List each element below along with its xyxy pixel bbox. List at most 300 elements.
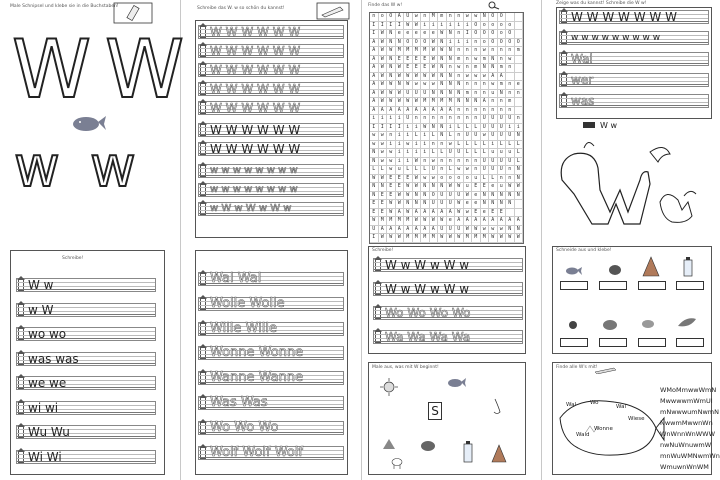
grid-cell[interactable]: e xyxy=(421,30,430,39)
grid-cell[interactable]: L xyxy=(515,149,524,158)
grid-cell[interactable]: M xyxy=(472,234,481,243)
grid-cell[interactable]: A xyxy=(455,217,464,226)
grid-cell[interactable]: i xyxy=(489,141,498,150)
grid-cell[interactable]: U xyxy=(506,132,515,141)
grid-cell[interactable]: e xyxy=(472,200,481,209)
grid-cell[interactable]: o xyxy=(498,30,507,39)
grid-cell[interactable]: n xyxy=(472,39,481,48)
grid-cell[interactable]: n xyxy=(464,158,473,167)
grid-cell[interactable]: N xyxy=(370,149,379,158)
grid-cell[interactable]: n xyxy=(481,107,490,116)
grid-cell[interactable]: N xyxy=(379,183,388,192)
grid-cell[interactable]: E xyxy=(379,192,388,201)
grid-cell[interactable]: w xyxy=(421,175,430,184)
grid-cell[interactable]: A xyxy=(481,98,490,107)
grid-cell[interactable]: W xyxy=(515,183,524,192)
grid-cell[interactable]: n xyxy=(506,90,515,99)
grid-cell[interactable]: u xyxy=(464,183,473,192)
grid-cell[interactable]: A xyxy=(404,107,413,116)
grid-cell[interactable]: A xyxy=(370,73,379,82)
grid-cell[interactable]: i xyxy=(413,141,422,150)
grid-cell[interactable]: A xyxy=(498,217,507,226)
grid-cell[interactable]: W xyxy=(413,22,422,31)
grid-cell[interactable]: o xyxy=(489,22,498,31)
grid-cell[interactable]: o xyxy=(379,13,388,22)
grid-cell[interactable] xyxy=(515,64,524,73)
grid-cell[interactable]: N xyxy=(481,192,490,201)
grid-cell[interactable]: W xyxy=(455,209,464,218)
grid-cell[interactable]: n xyxy=(430,141,439,150)
grid-cell[interactable]: E xyxy=(379,200,388,209)
writing-row[interactable] xyxy=(559,31,709,45)
grid-cell[interactable]: N xyxy=(498,192,507,201)
writing-row[interactable] xyxy=(198,446,344,460)
writing-row[interactable] xyxy=(198,371,344,385)
grid-cell[interactable]: w xyxy=(489,81,498,90)
grid-cell[interactable]: m xyxy=(506,98,515,107)
grid-cell[interactable]: e xyxy=(489,183,498,192)
grid-cell[interactable]: E xyxy=(413,56,422,65)
grid-cell[interactable]: W xyxy=(387,234,396,243)
writing-row[interactable] xyxy=(198,25,344,39)
grid-cell[interactable]: I xyxy=(396,124,405,133)
grid-cell[interactable]: L xyxy=(464,124,473,133)
grid-cell[interactable]: o xyxy=(455,175,464,184)
grid-cell[interactable]: m xyxy=(464,90,473,99)
answer-box[interactable] xyxy=(560,338,588,347)
grid-cell[interactable]: W xyxy=(387,90,396,99)
grid-cell[interactable]: U xyxy=(489,124,498,133)
grid-cell[interactable]: L xyxy=(472,141,481,150)
grid-cell[interactable] xyxy=(506,73,515,82)
grid-cell[interactable]: A xyxy=(370,90,379,99)
grid-cell[interactable]: i xyxy=(396,149,405,158)
grid-cell[interactable]: N xyxy=(506,192,515,201)
grid-cell[interactable]: L xyxy=(481,175,490,184)
grid-cell[interactable]: L xyxy=(430,132,439,141)
grid-cell[interactable]: U xyxy=(464,132,473,141)
grid-cell[interactable]: o xyxy=(481,39,490,48)
grid-cell[interactable]: u xyxy=(396,166,405,175)
grid-cell[interactable]: A xyxy=(379,226,388,235)
writing-row[interactable] xyxy=(198,421,344,435)
grid-cell[interactable]: i xyxy=(404,124,413,133)
grid-cell[interactable]: A xyxy=(481,217,490,226)
grid-cell[interactable]: M xyxy=(421,47,430,56)
grid-cell[interactable]: N xyxy=(387,73,396,82)
grid-cell[interactable]: O xyxy=(489,30,498,39)
grid-cell[interactable]: n xyxy=(472,47,481,56)
grid-cell[interactable]: W xyxy=(413,73,422,82)
grid-cell[interactable]: U xyxy=(370,226,379,235)
grid-cell[interactable]: n xyxy=(455,13,464,22)
writing-row[interactable] xyxy=(373,258,523,272)
grid-cell[interactable]: U xyxy=(506,115,515,124)
grid-cell[interactable]: w xyxy=(455,166,464,175)
grid-cell[interactable]: n xyxy=(506,47,515,56)
grid-cell[interactable]: L xyxy=(413,132,422,141)
grid-cell[interactable]: W xyxy=(438,217,447,226)
grid-cell[interactable]: N xyxy=(498,90,507,99)
answer-box[interactable] xyxy=(638,338,666,347)
grid-cell[interactable]: L xyxy=(464,141,473,150)
grid-cell[interactable]: A xyxy=(421,209,430,218)
grid-cell[interactable]: w xyxy=(379,149,388,158)
grid-cell[interactable]: E xyxy=(413,64,422,73)
grid-cell[interactable]: W xyxy=(379,47,388,56)
grid-cell[interactable]: e xyxy=(464,200,473,209)
grid-cell[interactable]: N xyxy=(455,90,464,99)
grid-cell[interactable]: e xyxy=(404,30,413,39)
grid-cell[interactable]: N xyxy=(370,158,379,167)
grid-cell[interactable]: U xyxy=(404,115,413,124)
grid-cell[interactable]: A xyxy=(489,73,498,82)
grid-cell[interactable]: i xyxy=(506,124,515,133)
grid-cell[interactable]: n xyxy=(438,158,447,167)
writing-row[interactable] xyxy=(198,272,344,286)
grid-cell[interactable]: A xyxy=(370,47,379,56)
grid-cell[interactable]: M xyxy=(430,234,439,243)
grid-cell[interactable]: e xyxy=(413,30,422,39)
grid-cell[interactable]: i xyxy=(387,115,396,124)
writing-row[interactable] xyxy=(373,330,523,344)
grid-cell[interactable]: n xyxy=(447,158,456,167)
grid-cell[interactable]: N xyxy=(396,39,405,48)
grid-cell[interactable]: U xyxy=(413,90,422,99)
writing-row[interactable] xyxy=(373,282,523,296)
grid-cell[interactable]: W xyxy=(379,30,388,39)
grid-cell[interactable]: N xyxy=(489,192,498,201)
grid-cell[interactable]: A xyxy=(379,107,388,116)
answer-box[interactable] xyxy=(676,338,704,347)
grid-cell[interactable]: L xyxy=(481,149,490,158)
grid-cell[interactable]: n xyxy=(506,166,515,175)
grid-cell[interactable]: W xyxy=(464,226,473,235)
grid-cell[interactable]: U xyxy=(430,166,439,175)
grid-cell[interactable]: U xyxy=(455,149,464,158)
grid-cell[interactable]: U xyxy=(438,200,447,209)
grid-cell[interactable]: U xyxy=(489,115,498,124)
grid-cell[interactable]: i xyxy=(421,149,430,158)
grid-cell[interactable]: L xyxy=(455,124,464,133)
grid-cell[interactable]: A xyxy=(472,217,481,226)
grid-cell[interactable]: n xyxy=(515,90,524,99)
grid-cell[interactable]: N xyxy=(481,13,490,22)
answer-box[interactable] xyxy=(560,281,588,290)
grid-cell[interactable]: I xyxy=(370,30,379,39)
grid-cell[interactable]: n xyxy=(481,90,490,99)
grid-cell[interactable]: m xyxy=(481,56,490,65)
grid-cell[interactable]: N xyxy=(515,132,524,141)
grid-cell[interactable]: E xyxy=(481,183,490,192)
grid-cell[interactable]: n xyxy=(464,115,473,124)
grid-cell[interactable]: W xyxy=(379,98,388,107)
grid-cell[interactable]: i xyxy=(413,124,422,133)
grid-cell[interactable]: n xyxy=(489,107,498,116)
grid-cell[interactable]: n xyxy=(464,47,473,56)
grid-cell[interactable]: A xyxy=(370,98,379,107)
grid-cell[interactable]: A xyxy=(370,107,379,116)
grid-cell[interactable]: L xyxy=(447,132,456,141)
grid-cell[interactable]: E xyxy=(472,209,481,218)
grid-cell[interactable] xyxy=(515,107,524,116)
grid-cell[interactable]: w xyxy=(387,166,396,175)
grid-cell[interactable]: n xyxy=(472,90,481,99)
grid-cell[interactable]: U xyxy=(421,90,430,99)
grid-cell[interactable]: U xyxy=(430,200,439,209)
writing-row[interactable] xyxy=(559,73,709,87)
grid-cell[interactable]: A xyxy=(387,226,396,235)
grid-cell[interactable]: n xyxy=(447,13,456,22)
grid-cell[interactable]: L xyxy=(379,166,388,175)
grid-cell[interactable]: A xyxy=(396,209,405,218)
grid-cell[interactable] xyxy=(515,13,524,22)
grid-cell[interactable]: n xyxy=(498,98,507,107)
grid-cell[interactable]: N xyxy=(438,64,447,73)
grid-cell[interactable]: w xyxy=(447,141,456,150)
grid-cell[interactable]: O xyxy=(404,39,413,48)
grid-cell[interactable]: E xyxy=(404,64,413,73)
writing-row[interactable] xyxy=(16,303,156,317)
grid-cell[interactable]: W xyxy=(430,39,439,48)
writing-row[interactable] xyxy=(373,306,523,320)
grid-cell[interactable]: I xyxy=(379,22,388,31)
answer-box[interactable] xyxy=(599,281,627,290)
grid-cell[interactable]: n xyxy=(430,115,439,124)
writing-row[interactable] xyxy=(198,123,344,137)
grid-cell[interactable]: U xyxy=(498,115,507,124)
grid-cell[interactable]: A xyxy=(438,107,447,116)
grid-cell[interactable]: M xyxy=(413,234,422,243)
grid-cell[interactable]: A xyxy=(370,56,379,65)
grid-cell[interactable]: N xyxy=(387,56,396,65)
grid-cell[interactable]: U xyxy=(506,158,515,167)
grid-cell[interactable]: i xyxy=(421,141,430,150)
grid-cell[interactable]: W xyxy=(413,217,422,226)
grid-cell[interactable]: W xyxy=(464,192,473,201)
grid-cell[interactable]: w xyxy=(481,73,490,82)
grid-cell[interactable]: I xyxy=(370,22,379,31)
grid-cell[interactable]: L xyxy=(481,141,490,150)
grid-cell[interactable]: w xyxy=(430,158,439,167)
grid-cell[interactable]: W xyxy=(430,64,439,73)
grid-cell[interactable]: A xyxy=(421,107,430,116)
grid-cell[interactable] xyxy=(515,200,524,209)
grid-cell[interactable]: i xyxy=(379,115,388,124)
writing-row[interactable] xyxy=(198,164,344,178)
grid-cell[interactable]: n xyxy=(481,81,490,90)
grid-cell[interactable]: M xyxy=(481,234,490,243)
grid-cell[interactable]: U xyxy=(489,166,498,175)
grid-cell[interactable]: w xyxy=(430,175,439,184)
grid-cell[interactable]: m xyxy=(498,64,507,73)
answer-box[interactable] xyxy=(638,281,666,290)
grid-cell[interactable]: w xyxy=(464,13,473,22)
writing-row[interactable] xyxy=(198,346,344,360)
writing-row[interactable] xyxy=(16,425,156,439)
grid-cell[interactable]: W xyxy=(396,200,405,209)
grid-cell[interactable]: U xyxy=(498,158,507,167)
grid-cell[interactable]: N xyxy=(387,30,396,39)
grid-cell[interactable]: N xyxy=(455,81,464,90)
grid-cell[interactable]: L xyxy=(413,166,422,175)
grid-cell[interactable]: u xyxy=(498,149,507,158)
grid-cell[interactable]: n xyxy=(498,56,507,65)
grid-cell[interactable]: W xyxy=(430,73,439,82)
grid-cell[interactable]: E xyxy=(498,209,507,218)
grid-cell[interactable]: N xyxy=(447,47,456,56)
writing-row[interactable] xyxy=(16,401,156,415)
grid-cell[interactable]: O xyxy=(413,39,422,48)
grid-cell[interactable]: N xyxy=(506,226,515,235)
grid-cell[interactable]: n xyxy=(498,47,507,56)
grid-cell[interactable]: M xyxy=(396,47,405,56)
grid-cell[interactable] xyxy=(506,13,515,22)
grid-cell[interactable]: W xyxy=(387,209,396,218)
grid-cell[interactable]: L xyxy=(421,166,430,175)
grid-cell[interactable]: i xyxy=(447,39,456,48)
grid-cell[interactable]: w xyxy=(464,209,473,218)
grid-cell[interactable]: u xyxy=(472,175,481,184)
grid-cell[interactable]: A xyxy=(413,226,422,235)
grid-cell[interactable]: N xyxy=(404,200,413,209)
grid-cell[interactable]: L xyxy=(464,149,473,158)
grid-cell[interactable]: N xyxy=(447,56,456,65)
writing-row[interactable] xyxy=(16,352,156,366)
grid-cell[interactable]: N xyxy=(421,192,430,201)
grid-cell[interactable]: A xyxy=(421,226,430,235)
grid-cell[interactable]: N xyxy=(438,183,447,192)
grid-cell[interactable]: I xyxy=(370,234,379,243)
grid-cell[interactable]: N xyxy=(387,64,396,73)
grid-cell[interactable] xyxy=(515,22,524,31)
grid-cell[interactable]: O xyxy=(498,39,507,48)
grid-cell[interactable]: N xyxy=(438,39,447,48)
grid-cell[interactable]: N xyxy=(421,183,430,192)
grid-cell[interactable]: E xyxy=(370,200,379,209)
grid-cell[interactable]: N xyxy=(515,192,524,201)
grid-cell[interactable]: o xyxy=(438,175,447,184)
grid-cell[interactable]: w xyxy=(430,81,439,90)
grid-cell[interactable]: L xyxy=(447,166,456,175)
grid-cell[interactable]: A xyxy=(387,107,396,116)
grid-cell[interactable]: n xyxy=(472,115,481,124)
grid-cell[interactable]: I xyxy=(464,30,473,39)
grid-cell[interactable]: L xyxy=(472,124,481,133)
grid-cell[interactable]: n xyxy=(455,107,464,116)
grid-cell[interactable]: i xyxy=(370,115,379,124)
grid-cell[interactable]: n xyxy=(438,141,447,150)
grid-cell[interactable]: W xyxy=(396,73,405,82)
grid-cell[interactable]: W xyxy=(515,234,524,243)
writing-row[interactable] xyxy=(198,101,344,115)
grid-cell[interactable]: N xyxy=(472,98,481,107)
grid-cell[interactable]: w xyxy=(472,56,481,65)
grid-cell[interactable]: W xyxy=(396,90,405,99)
grid-cell[interactable]: m xyxy=(472,64,481,73)
grid-cell[interactable]: w xyxy=(464,73,473,82)
grid-cell[interactable]: i xyxy=(413,149,422,158)
grid-cell[interactable]: N xyxy=(413,200,422,209)
writing-row[interactable] xyxy=(198,322,344,336)
grid-cell[interactable]: n xyxy=(472,158,481,167)
grid-cell[interactable]: N xyxy=(438,124,447,133)
grid-cell[interactable]: N xyxy=(515,175,524,184)
grid-cell[interactable]: L xyxy=(489,175,498,184)
grid-cell[interactable]: W xyxy=(430,47,439,56)
grid-cell[interactable]: n xyxy=(455,132,464,141)
grid-cell[interactable]: N xyxy=(438,81,447,90)
grid-cell[interactable]: E xyxy=(404,56,413,65)
grid-cell[interactable]: u xyxy=(498,183,507,192)
grid-cell[interactable]: O xyxy=(489,39,498,48)
grid-cell[interactable]: m xyxy=(515,47,524,56)
grid-cell[interactable]: A xyxy=(396,226,405,235)
grid-cell[interactable]: n xyxy=(421,158,430,167)
grid-cell[interactable]: L xyxy=(455,141,464,150)
writing-row[interactable] xyxy=(198,63,344,77)
grid-cell[interactable]: U xyxy=(481,115,490,124)
grid-cell[interactable]: L xyxy=(438,149,447,158)
grid-cell[interactable] xyxy=(515,56,524,65)
grid-cell[interactable]: n xyxy=(464,81,473,90)
grid-cell[interactable]: W xyxy=(396,234,405,243)
writing-row[interactable] xyxy=(198,183,344,197)
grid-cell[interactable]: m xyxy=(455,56,464,65)
grid-cell[interactable]: U xyxy=(447,200,456,209)
grid-cell[interactable]: U xyxy=(438,226,447,235)
grid-cell[interactable]: n xyxy=(498,175,507,184)
grid-cell[interactable]: w xyxy=(379,132,388,141)
grid-cell[interactable]: O xyxy=(430,192,439,201)
grid-cell[interactable]: w xyxy=(404,141,413,150)
grid-cell[interactable]: O xyxy=(489,13,498,22)
grid-cell[interactable]: N xyxy=(489,64,498,73)
grid-cell[interactable]: W xyxy=(404,183,413,192)
grid-cell[interactable]: n xyxy=(447,115,456,124)
grid-cell[interactable]: W xyxy=(404,192,413,201)
grid-cell[interactable]: u xyxy=(506,149,515,158)
grid-cell[interactable]: A xyxy=(370,64,379,73)
grid-cell[interactable]: w xyxy=(489,226,498,235)
grid-cell[interactable]: E xyxy=(370,209,379,218)
writing-row[interactable] xyxy=(198,44,344,58)
grid-cell[interactable]: I xyxy=(396,22,405,31)
grid-cell[interactable]: n xyxy=(455,30,464,39)
grid-cell[interactable]: W xyxy=(506,234,515,243)
grid-cell[interactable]: o xyxy=(498,22,507,31)
grid-cell[interactable]: i xyxy=(421,132,430,141)
grid-cell[interactable]: N xyxy=(515,166,524,175)
grid-cell[interactable]: W xyxy=(413,158,422,167)
grid-cell[interactable]: W xyxy=(498,234,507,243)
grid-cell[interactable]: N xyxy=(447,73,456,82)
grid-cell[interactable]: W xyxy=(430,56,439,65)
grid-cell[interactable]: W xyxy=(413,98,422,107)
grid-cell[interactable]: i xyxy=(515,124,524,133)
grid-cell[interactable]: N xyxy=(481,200,490,209)
grid-cell[interactable]: w xyxy=(481,47,490,56)
grid-cell[interactable]: M xyxy=(387,217,396,226)
grid-cell[interactable]: i xyxy=(447,22,456,31)
grid-cell[interactable]: M xyxy=(421,234,430,243)
grid-cell[interactable]: i xyxy=(396,115,405,124)
grid-cell[interactable]: w xyxy=(387,158,396,167)
grid-cell[interactable]: n xyxy=(438,115,447,124)
grid-cell[interactable]: W xyxy=(489,234,498,243)
grid-cell[interactable]: M xyxy=(421,98,430,107)
grid-cell[interactable]: w xyxy=(379,141,388,150)
